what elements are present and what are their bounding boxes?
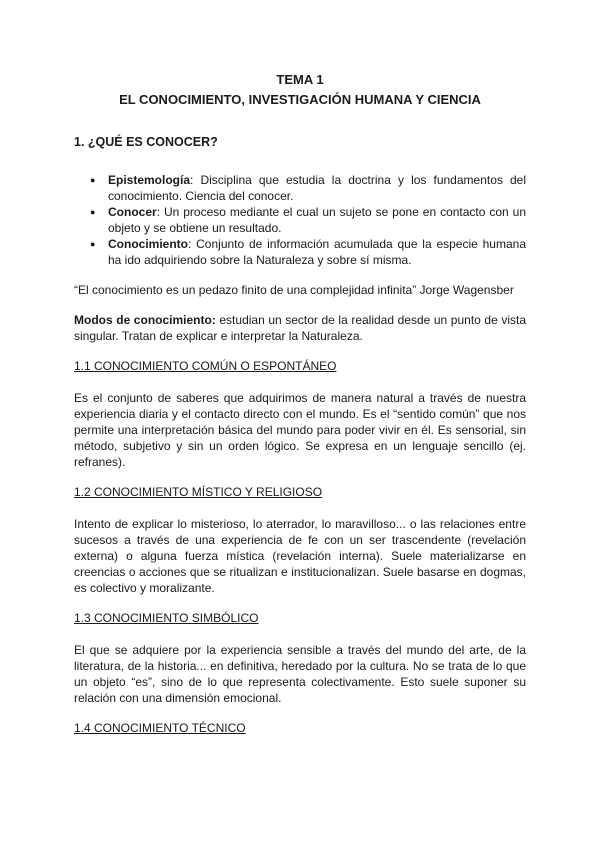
section-heading-simbolico: 1.3 CONOCIMIENTO SIMBÓLICO — [74, 611, 259, 625]
bullet-icon: ● — [90, 207, 96, 217]
section-heading-que-es-conocer: 1. ¿QUÉ ES CONOCER? — [74, 135, 218, 149]
section-body-mistico: Intento de explicar lo misterioso, lo aterrador, lo maravilloso... o las relaciones entre sucesos a través de una experiencia de fe con un ser trascendente (revelación externa) o alguna fuerza mística (revelación interna). Suele materializarse en creencias o acciones que se ritualizan e institucionalizan. Suele basarse en dogmas, es colectivo y moralizante. — [74, 517, 526, 595]
section-heading-mistico: 1.2 CONOCIMIENTO MÍSTICO Y RELIGIOSO — [74, 485, 323, 499]
modos-term: Modos de conocimiento: — [74, 313, 216, 327]
section-body-simbolico: El que se adquiere por la experiencia sensible a través del mundo del arte, de la literatura, de la historia... en definitiva, heredado por la cultura. No se trata de lo que un objeto “es”, sino de lo que representa colectivamente. Esto suele suponer su relación con una dimensión emocional. — [74, 643, 526, 705]
quote: “El conocimiento es un pedazo finito de una complejidad infinita” Jorge Wagensber — [74, 283, 514, 297]
bullet-icon: ● — [90, 175, 96, 185]
definition-text: : Disciplina que estudia la doctrina y los fundamentos del conocimiento. Ciencia del conocer. — [108, 173, 526, 203]
section-heading-tecnico: 1.4 CONOCIMIENTO TÉCNICO — [74, 721, 246, 735]
definition-text: : Conjunto de información acumulada que la especie humana ha ido adquiriendo sobre la Naturaleza y sobre sí misma. — [108, 237, 526, 267]
document-title: TEMA 1 — [276, 72, 324, 87]
definition-text: : Un proceso mediante el cual un sujeto se pone en contacto con un objeto y se obtiene un resultado. — [108, 205, 526, 235]
list-item — [74, 204, 526, 236]
list-item — [74, 172, 526, 204]
section-heading-comun: 1.1 CONOCIMIENTO COMÚN O ESPONTÁNEO — [74, 359, 337, 373]
modos-paragraph — [74, 312, 526, 344]
definitions-list — [74, 172, 526, 268]
bullet-icon: ● — [90, 239, 96, 249]
document-subtitle: EL CONOCIMIENTO, INVESTIGACIÓN HUMANA Y CIENCIA — [119, 92, 481, 107]
section-body-comun: Es el conjunto de saberes que adquirimos de manera natural a través de nuestra experiencia diaria y el contacto directo con el mundo. Es el “sentido común” que nos permite una interpretación básica del mundo para poder vivir en él. Es sensorial, sin método, subjetivo y sin un orden lógico. Se expresa en un lenguaje sencillo (ej. refranes). — [74, 391, 526, 469]
definition-term: Epistemología — [108, 173, 191, 187]
definition-term: Conocer — [108, 205, 157, 219]
definition-term: Conocimiento — [108, 237, 188, 251]
modos-text: estudian un sector de la realidad desde un punto de vista singular. Tratan de explicar e interpretar la Naturaleza. — [74, 313, 526, 343]
list-item — [74, 236, 526, 268]
